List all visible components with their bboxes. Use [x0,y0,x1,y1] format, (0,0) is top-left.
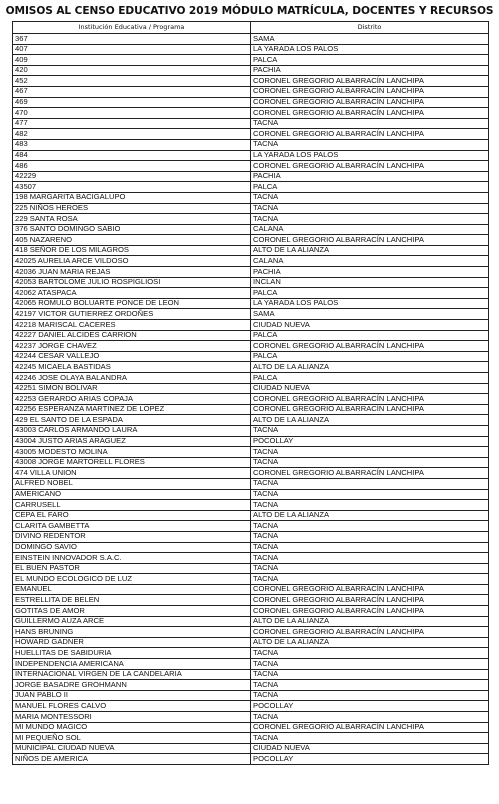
district-cell: ALTO DE LA ALIANZA [251,415,489,426]
table-row [13,669,489,680]
institution-cell: 42062 ATASPACA [13,288,251,299]
table-row [13,394,489,405]
district-cell: TACNA [251,139,489,150]
institution-cell: 467 [13,86,251,97]
table-row [13,457,489,468]
table-row [13,574,489,585]
district-cell: ALTO DE LA ALIANZA [251,616,489,627]
district-cell: ALTO DE LA ALIANZA [251,637,489,648]
table-row [13,701,489,712]
table-row [13,521,489,532]
district-cell: TACNA [251,192,489,203]
table-row [13,277,489,288]
district-cell: TACNA [251,118,489,129]
institution-cell: CARRUSELL [13,500,251,511]
institution-cell: HUELLITAS DE SABIDURIA [13,648,251,659]
institution-cell: HOWARD GADNER [13,637,251,648]
district-cell: CORONEL GREGORIO ALBARRACÍN LANCHIPA [251,161,489,172]
table-row [13,500,489,511]
district-cell: TACNA [251,680,489,691]
table-row [13,150,489,161]
table-row [13,161,489,172]
institution-cell: 42256 ESPERANZA MARTINEZ DE LOPEZ [13,404,251,415]
district-cell: TACNA [251,690,489,701]
institution-cell: EL BUEN PASTOR [13,563,251,574]
district-cell: SAMA [251,34,489,45]
table-row [13,341,489,352]
table-row [13,553,489,564]
district-cell: CORONEL GREGORIO ALBARRACÍN LANCHIPA [251,341,489,352]
institution-cell: 42036 JUAN MARIA REJAS [13,267,251,278]
district-cell: ALTO DE LA ALIANZA [251,362,489,373]
institution-cell: 42237 JORGE CHAVEZ [13,341,251,352]
institution-cell: ESTRELLITA DE BELEN [13,595,251,606]
district-cell: CORONEL GREGORIO ALBARRACÍN LANCHIPA [251,394,489,405]
district-cell: TACNA [251,659,489,670]
district-cell: ALTO DE LA ALIANZA [251,510,489,521]
table-row [13,182,489,193]
district-cell: CORONEL GREGORIO ALBARRACÍN LANCHIPA [251,627,489,638]
table-row [13,171,489,182]
table-row [13,489,489,500]
district-cell: TACNA [251,457,489,468]
table-row [13,288,489,299]
table-row [13,743,489,754]
table-row [13,659,489,670]
table-row [13,595,489,606]
table-row [13,108,489,119]
district-cell: TACNA [251,553,489,564]
district-cell: CORONEL GREGORIO ALBARRACÍN LANCHIPA [251,404,489,415]
district-cell: POCOLLAY [251,436,489,447]
table-row [13,224,489,235]
district-cell: CORONEL GREGORIO ALBARRACÍN LANCHIPA [251,722,489,733]
institution-cell: JORGE BASADRE GROHMANN [13,680,251,691]
district-cell: SAMA [251,309,489,320]
table-row [13,637,489,648]
institution-cell: 452 [13,76,251,87]
district-cell: TACNA [251,500,489,511]
institution-cell: 43005 MODESTO MOLINA [13,447,251,458]
table-row [13,44,489,55]
table-row [13,203,489,214]
table-row [13,298,489,309]
district-cell: TACNA [251,425,489,436]
district-cell: CIUDAD NUEVA [251,743,489,754]
table-row [13,129,489,140]
institution-cell: CEPA EL FARO [13,510,251,521]
institution-cell: NIÑOS DE AMERICA [13,754,251,765]
table-row [13,383,489,394]
omissions-table [12,21,489,765]
table-row [13,34,489,45]
institution-cell: 42227 DANIEL ALCIDES CARRION [13,330,251,341]
table-row [13,97,489,108]
district-cell: TACNA [251,648,489,659]
institution-cell: 486 [13,161,251,172]
table-row [13,267,489,278]
table-row [13,415,489,426]
district-cell: PALCA [251,373,489,384]
table-row [13,86,489,97]
institution-cell: DIVINO REDENTOR [13,531,251,542]
institution-cell: 407 [13,44,251,55]
district-cell: CIUDAD NUEVA [251,320,489,331]
district-cell: TACNA [251,531,489,542]
institution-cell: 429 EL SANTO DE LA ESPADA [13,415,251,426]
institution-cell: 42244 CESAR VALLEJO [13,351,251,362]
table-row [13,447,489,458]
institution-cell: 420 [13,65,251,76]
institution-cell: 42065 ROMULO BOLUARTE PONCE DE LEON [13,298,251,309]
table-row [13,235,489,246]
table-row [13,712,489,723]
district-cell: TACNA [251,669,489,680]
district-cell: TACNA [251,733,489,744]
document-title: OMISOS AL CENSO EDUCATIVO 2019 MÓDULO MATRÍCULA, DOCENTES Y RECURSOS [5,5,494,17]
table-row [13,425,489,436]
table-row [13,309,489,320]
table-row [13,118,489,129]
district-cell: PALCA [251,288,489,299]
institution-cell: MUNICIPAL CIUDAD NUEVA [13,743,251,754]
institution-cell: DOMINGO SAVIO [13,542,251,553]
table-row [13,616,489,627]
table-row [13,478,489,489]
table-row [13,351,489,362]
district-cell: PALCA [251,330,489,341]
institution-cell: 43003 CARLOS ARMANDO LAURA [13,425,251,436]
institution-cell: 42025 AURELIA ARCE VILDOSO [13,256,251,267]
table-body [13,34,489,765]
table-row [13,373,489,384]
district-cell: PALCA [251,351,489,362]
district-cell: CORONEL GREGORIO ALBARRACÍN LANCHIPA [251,86,489,97]
district-cell: TACNA [251,542,489,553]
institution-cell: EL MUNDO ECOLOGICO DE LUZ [13,574,251,585]
table-row [13,648,489,659]
district-cell: CORONEL GREGORIO ALBARRACÍN LANCHIPA [251,595,489,606]
institution-cell: GOTITAS DE AMOR [13,606,251,617]
institution-cell: 42053 BARTOLOME JULIO ROSPIGLIOSI [13,277,251,288]
district-cell: TACNA [251,489,489,500]
district-cell: CORONEL GREGORIO ALBARRACÍN LANCHIPA [251,108,489,119]
district-cell: CALANA [251,224,489,235]
district-cell: CORONEL GREGORIO ALBARRACÍN LANCHIPA [251,584,489,595]
institution-cell: 42197 VICTOR GUTIERREZ ORDOÑES [13,309,251,320]
institution-cell: GUILLERMO AUZA ARCE [13,616,251,627]
table-row [13,754,489,765]
institution-cell: EMANUEL [13,584,251,595]
institution-cell: HANS BRUNING [13,627,251,638]
institution-cell: 474 VILLA UNION [13,468,251,479]
table-row [13,139,489,150]
institution-cell: INTERNACIONAL VIRGEN DE LA CANDELARIA [13,669,251,680]
table-row [13,680,489,691]
institution-cell: 229 SANTA ROSA [13,214,251,225]
table-row [13,584,489,595]
district-cell: ALTO DE LA ALIANZA [251,245,489,256]
table-row [13,468,489,479]
institution-cell: 42251 SIMON BOLIVAR [13,383,251,394]
institution-cell: 418 SEÑOR DE LOS MILAGROS [13,245,251,256]
district-cell: PACHIA [251,267,489,278]
institution-cell: 482 [13,129,251,140]
table-row [13,245,489,256]
institution-cell: MANUEL FLORES CALVO [13,701,251,712]
institution-cell: 225 NIÑOS HEROES [13,203,251,214]
table-row [13,510,489,521]
institution-cell: CLARITA GAMBETTA [13,521,251,532]
institution-cell: EINSTEIN INNOVADOR S.A.C. [13,553,251,564]
table-row [13,76,489,87]
district-cell: LA YARADA LOS PALOS [251,150,489,161]
district-cell: TACNA [251,574,489,585]
institution-cell: ALFRED NOBEL [13,478,251,489]
institution-cell: 376 SANTO DOMINGO SABIO [13,224,251,235]
institution-cell: MI MUNDO MAGICO [13,722,251,733]
district-cell: LA YARADA LOS PALOS [251,298,489,309]
district-cell: TACNA [251,712,489,723]
institution-cell: 469 [13,97,251,108]
table-header-row [13,22,489,34]
institution-cell: JUAN PABLO II [13,690,251,701]
table-row [13,214,489,225]
institution-cell: 409 [13,55,251,66]
institution-cell: 483 [13,139,251,150]
table-row [13,542,489,553]
institution-cell: 43507 [13,182,251,193]
district-cell: CALANA [251,256,489,267]
institution-cell: INDEPENDENCIA AMERICANA [13,659,251,670]
column-header-district: Distrito [251,22,489,34]
district-cell: CORONEL GREGORIO ALBARRACÍN LANCHIPA [251,97,489,108]
district-cell: CORONEL GREGORIO ALBARRACÍN LANCHIPA [251,606,489,617]
district-cell: CORONEL GREGORIO ALBARRACÍN LANCHIPA [251,76,489,87]
institution-cell: MARIA MONTESSORI [13,712,251,723]
table-row [13,55,489,66]
district-cell: CORONEL GREGORIO ALBARRACÍN LANCHIPA [251,468,489,479]
district-cell: TACNA [251,521,489,532]
district-cell: LA YARADA LOS PALOS [251,44,489,55]
district-cell: TACNA [251,478,489,489]
column-header-institution: Institución Educativa / Programa [13,22,251,34]
institution-cell: AMERICANO [13,489,251,500]
district-cell: INCLAN [251,277,489,288]
institution-cell: 405 NAZARENO [13,235,251,246]
table-row [13,690,489,701]
table-row [13,733,489,744]
table-row [13,330,489,341]
table-row [13,192,489,203]
table-row [13,436,489,447]
district-cell: PALCA [251,55,489,66]
institution-cell: 42218 MARISCAL CACERES [13,320,251,331]
institution-cell: 484 [13,150,251,161]
institution-cell: 470 [13,108,251,119]
district-cell: POCOLLAY [251,701,489,712]
table-row [13,531,489,542]
district-cell: TACNA [251,447,489,458]
institution-cell: 43008 JORGE MARTORELL FLORES [13,457,251,468]
district-cell: CIUDAD NUEVA [251,383,489,394]
institution-cell: 198 MARGARITA BACIGALUPO [13,192,251,203]
institution-cell: 42253 GERARDO ARIAS COPAJA [13,394,251,405]
institution-cell: MI PEQUEÑO SOL [13,733,251,744]
district-cell: POCOLLAY [251,754,489,765]
institution-cell: 42229 [13,171,251,182]
table-row [13,722,489,733]
district-cell: TACNA [251,203,489,214]
district-cell: CORONEL GREGORIO ALBARRACÍN LANCHIPA [251,235,489,246]
table-row [13,606,489,617]
district-cell: PACHIA [251,171,489,182]
table-row [13,563,489,574]
institution-cell: 42245 MICAELA BASTIDAS [13,362,251,373]
table-row [13,404,489,415]
district-cell: TACNA [251,563,489,574]
table-row [13,65,489,76]
district-cell: PACHIA [251,65,489,76]
table-row [13,320,489,331]
table-row [13,627,489,638]
district-cell: CORONEL GREGORIO ALBARRACÍN LANCHIPA [251,129,489,140]
table-row [13,362,489,373]
table-row [13,256,489,267]
district-cell: TACNA [251,214,489,225]
institution-cell: 367 [13,34,251,45]
institution-cell: 42246 JOSE OLAYA BALANDRA [13,373,251,384]
institution-cell: 43004 JUSTO ARIAS ARAGUEZ [13,436,251,447]
institution-cell: 477 [13,118,251,129]
district-cell: PALCA [251,182,489,193]
